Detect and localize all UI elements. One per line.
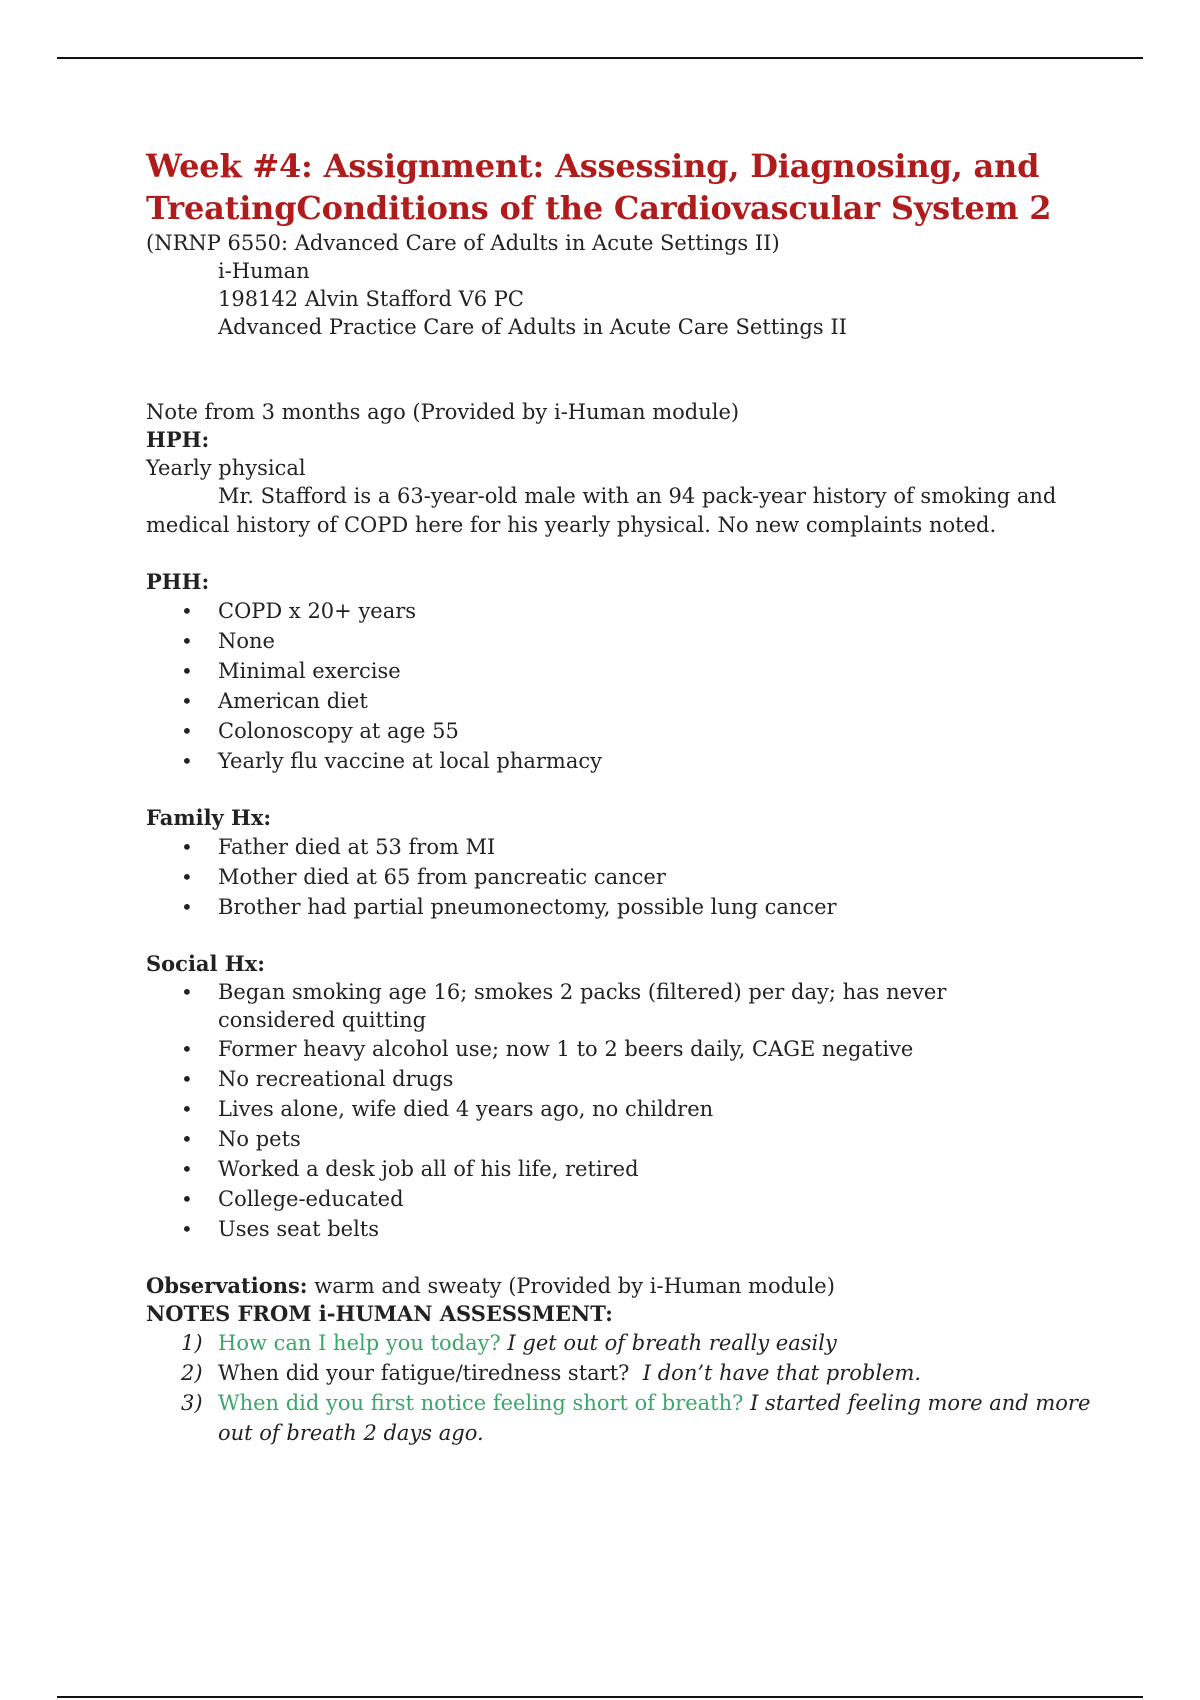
list-item: • Worked a desk job all of his life, retired [146, 1154, 1036, 1184]
question-text: How can I help you today? [218, 1331, 501, 1355]
document-page [146, 145, 1096, 1448]
list-item: • No pets [146, 1124, 1036, 1154]
list-item: • Mother died at 65 from pancreatic cancer [146, 862, 1096, 892]
list-item: • Yearly flu vaccine at local pharmacy [146, 746, 1096, 776]
social-heading: Social Hx: [146, 951, 265, 976]
observations-label: Observations: [146, 1273, 308, 1298]
list-item: • Father died at 53 from MI [146, 832, 1096, 862]
item-number: 1) [181, 1331, 203, 1355]
assessment-heading: NOTES FROM i-HUMAN ASSESSMENT: [146, 1301, 613, 1326]
list-item: • None [146, 626, 1096, 656]
family-list [146, 832, 1096, 922]
list-item: • Lives alone, wife died 4 years ago, no children [146, 1094, 1036, 1124]
hph-heading: HPH: [146, 427, 210, 452]
list-item: • No recreational drugs [146, 1064, 1036, 1094]
document-title [146, 145, 1096, 229]
phh-list [146, 596, 1096, 776]
assessment-item [146, 1388, 1096, 1448]
note-intro: Note from 3 months ago (Provided by i-Human module) [146, 400, 740, 424]
hph-subheading: Yearly physical [146, 456, 306, 480]
list-item: • Uses seat belts [146, 1214, 1036, 1244]
meta-platform: i-Human [218, 259, 310, 283]
observations-text: warm and sweaty (Provided by i-Human module) [314, 1274, 835, 1298]
assessment-item [146, 1358, 1096, 1388]
observations-line [146, 1272, 1096, 1300]
item-number: 2) [181, 1361, 203, 1385]
meta-course-name: Advanced Practice Care of Adults in Acute Care Settings II [218, 315, 847, 339]
list-item: • COPD x 20+ years [146, 596, 1096, 626]
question-text: When did your fatigue/tiredness start? [218, 1361, 630, 1385]
top-rule [57, 57, 1143, 59]
title-line-1: Week #4: Assignment: Assessing, Diagnosing, and [146, 147, 1040, 185]
family-heading: Family Hx: [146, 805, 272, 830]
answer-text: I started feeling more and more out of breath 2 days ago. [218, 1391, 1091, 1445]
list-item: • College-educated [146, 1184, 1036, 1214]
meta-case: 198142 Alvin Stafford V6 PC [218, 287, 524, 311]
list-item: • Brother had partial pneumonectomy, possible lung cancer [146, 892, 1096, 922]
hph-paragraph: Mr. Stafford is a 63-year-old male with an 94 pack-year history of smoking and medical history of COPD here for his yearly physical. No new complaints noted. [146, 484, 1057, 537]
list-item: • Colonoscopy at age 55 [146, 716, 1096, 746]
answer-text: I get out of breath really easily [507, 1331, 837, 1355]
item-number: 3) [181, 1391, 203, 1415]
question-text: When did you first notice feeling short of breath? [218, 1391, 744, 1415]
bottom-rule [57, 1696, 1143, 1698]
phh-heading: PHH: [146, 569, 210, 594]
social-list [146, 978, 1036, 1244]
title-line-2: TreatingConditions of the Cardiovascular System 2 [146, 189, 1052, 227]
list-item: • Began smoking age 16; smokes 2 packs (filtered) per day; has never considered quitting [146, 978, 1036, 1034]
list-item: • Minimal exercise [146, 656, 1096, 686]
answer-text: I don’t have that problem. [642, 1361, 922, 1385]
list-item: • American diet [146, 686, 1096, 716]
assessment-list [146, 1328, 1096, 1448]
list-item: • Former heavy alcohol use; now 1 to 2 beers daily, CAGE negative [146, 1034, 1036, 1064]
course-line: (NRNP 6550: Advanced Care of Adults in Acute Settings II) [146, 231, 780, 255]
assessment-item [146, 1328, 1096, 1358]
